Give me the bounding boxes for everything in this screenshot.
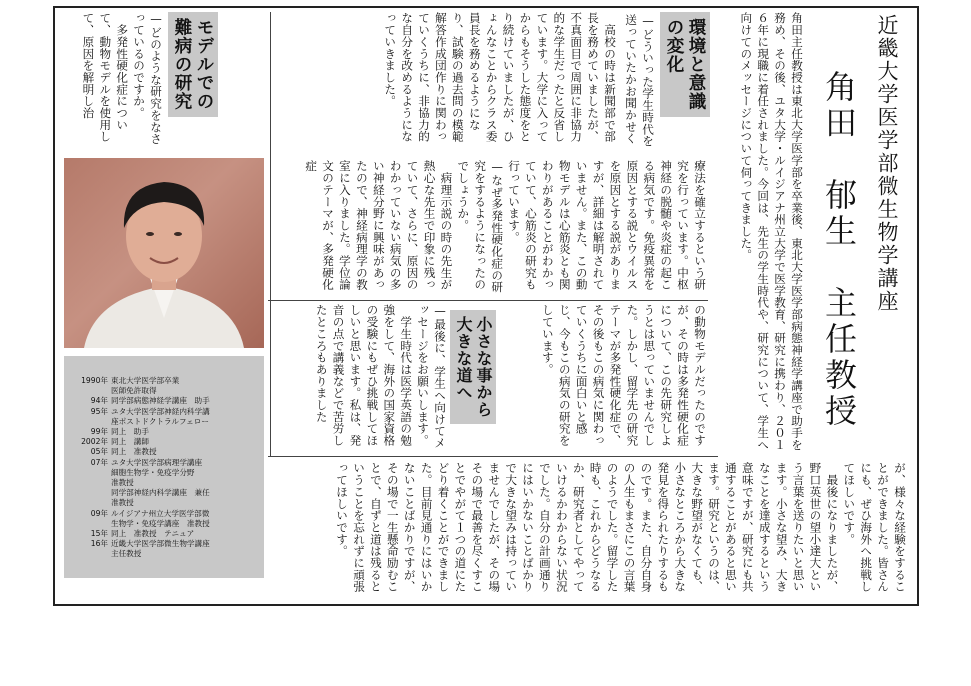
career-text: 同上 講師 — [111, 437, 149, 447]
career-row — [64, 417, 264, 427]
career-year: 05年 — [90, 447, 108, 457]
lead-paragraph: 角田主任教授は東北大学医学部を卒業後、東北大学医学部病態神経学講座で助手を務め、その後、ユタ大学・ルイジアナ州立大学で医学教育、研究に携わり、２０１６年に現職に着任されました。今回は、先生の学生時代や、研究について、学生へ向けてのメッセージについて伺ってきました。 — [739, 12, 804, 451]
career-text: 同上 准教授 — [111, 447, 157, 457]
career-row — [64, 519, 264, 529]
career-row — [64, 488, 264, 498]
career-text: ユタ大学医学部病理学講座 — [111, 457, 203, 467]
career-year: 94年 — [90, 396, 108, 406]
career-year: 07年 — [90, 457, 108, 467]
career-year: 1990年 — [81, 376, 108, 385]
career-row — [64, 396, 264, 406]
article-column-8: が、様々な経験をすることができました。皆さんにも、ぜひ海外へ挑戦してほしいです。 最後になりましたが、野口英世の望小達大という言葉を送りたいと思います。小さな望み、大きなことを達成するという意味ですが、研究にも共通することがあると思います。研究というのは、大きな野望がなくても、小さなところから大きな発見を得られたりするものです。また、自分自身の人生もまさにこの言葉のようでした。留学した時も、これからどうなるか、研究者としてやっていけるかわからない状況でした。自分の計画通りにはいかないことばかりで大きな望みは持っていませんでしたが、その場その場で最善を尽くすことでやがて１つの道にたどり着くことができました。目前見通りにはいかないことばかりですが、その場で一生懸命励むことで、自ずと道は残るということを忘れずに頑張ってほしいです。 — [335, 462, 907, 593]
career-row — [64, 437, 264, 447]
career-year: 95年 — [90, 406, 108, 416]
career-text: 准教授 — [111, 498, 134, 508]
career-text: 医師免許取得 — [111, 386, 157, 396]
career-text: 同上 助手 — [111, 427, 149, 437]
portrait-photo — [64, 158, 264, 348]
career-row — [64, 509, 264, 519]
career-text: 細胞生物学・免疫学分野 — [111, 467, 195, 477]
career-year — [64, 519, 111, 529]
article-column-4: —どのような研究をなさっているのですか。 多発性硬化症について、動物モデルを使用して、原因を解明し治 — [81, 12, 163, 145]
career-year: 99年 — [90, 427, 108, 437]
career-text: 同学部神経内科学講座 兼任 — [111, 488, 210, 498]
career-year: 15年 — [90, 529, 108, 539]
career-list — [64, 376, 264, 560]
career-row — [64, 386, 264, 396]
career-text: 東北大学医学部卒業 — [111, 376, 180, 385]
person-icon — [64, 158, 264, 348]
divider-line — [268, 300, 708, 301]
career-text: 座ポストドクトラルフェロー — [111, 416, 209, 426]
career-text: 同学部病態神経学講座 助手 — [111, 396, 210, 406]
career-row — [64, 478, 264, 488]
section-heading-environment: 環境と意識 の変化 — [660, 12, 710, 117]
career-year — [64, 549, 111, 559]
career-row — [64, 447, 264, 457]
career-year: 16年 — [90, 539, 108, 549]
career-text: ユタ大学医学部神経内科学講 — [111, 406, 210, 416]
career-row — [64, 549, 264, 559]
article-column-2: 高校の時は新聞部で部長を務めていましたが、不真面目で周囲に非協力的な学生だったと反省しています。大学に入ってからもそうした態度をとり続けていましたが、ひょんなことからクラス委員長を務めるようになり、試験の過去問の模範解答作成団作りに関わっていくうちに、非協力的な自分を改めるようになっていきました。 — [383, 12, 617, 143]
career-row — [64, 498, 264, 508]
career-row — [64, 529, 264, 539]
career-text: 同上 准教授 テニュア — [111, 529, 195, 539]
career-row — [64, 427, 264, 437]
department-title: 近畿大学医学部微生物学講座 — [875, 14, 899, 313]
article-column-7: —最後に、学生へ向けてメッセージをお願いします。 学生時代は医学英語の勉強をして、海外の国家資格の受験にもぜひ挑戦してほしいと思います。私は、発音の点で講義などで苦労したところもありました — [314, 304, 447, 449]
section-heading-small-to-big: 小さな事から 大きな道へ — [450, 310, 496, 424]
article-column-5: 療法を確立するという研究を行っています。中枢神経の脱髄や炎症の起こる病気です。免疫異常を原因とする説とウイルスを原因とする説がありますが、詳細は解明されていません。また、この動物モデルは心筋炎とも関わりがあることがわかっていて、心筋炎の研究も行っています。 —なぜ多発性硬化症の研究をするようになったのでしょうか。 病理示説の時の先生が熱心な先生で印象に残っていて、さらに、原因のわかっていない病気の多い神経分野に興味があったので、神経病理学の教室に入りました。学位論文のテーマが、多発硬化症 — [304, 160, 707, 293]
article-column-1: —どういった学生時代を送っていたかお聞かせく — [624, 14, 655, 147]
career-row — [64, 376, 264, 386]
section-heading-disease-model: モデルでの 難病の研究 — [168, 12, 218, 117]
career-year — [64, 386, 111, 396]
career-row — [64, 539, 264, 549]
career-row — [64, 407, 264, 417]
divider-line — [268, 456, 718, 457]
career-year — [64, 468, 111, 478]
career-text: 主任教授 — [111, 549, 142, 559]
article-column-6: の動物モデルだったのですが、その時は多発性硬化症について、この先研究しようとは思っていませんでした。しかし、留学先の研究テーマが多発性硬化症で、その後もこの病気に関わっていくうちに面白いと感じ、今もこの病気の研究をしています。 — [540, 304, 707, 447]
career-text: 近畿大学医学部微生物学講座 — [111, 539, 210, 549]
career-year: 2002年 — [81, 437, 108, 447]
career-row — [64, 468, 264, 478]
career-text: 生物学・免疫学講座 准教授 — [111, 518, 210, 528]
career-text: 准教授 — [111, 478, 134, 488]
person-name-title: 角田 郁生 主任教授 — [820, 70, 858, 430]
career-year — [64, 478, 111, 488]
career-row — [64, 458, 264, 468]
career-year: 09年 — [90, 508, 108, 518]
career-year — [64, 488, 111, 498]
career-year — [64, 417, 111, 427]
career-text: ルイジアナ州立大学医学部微 — [111, 508, 210, 518]
career-year — [64, 498, 111, 508]
career-box — [64, 356, 264, 578]
